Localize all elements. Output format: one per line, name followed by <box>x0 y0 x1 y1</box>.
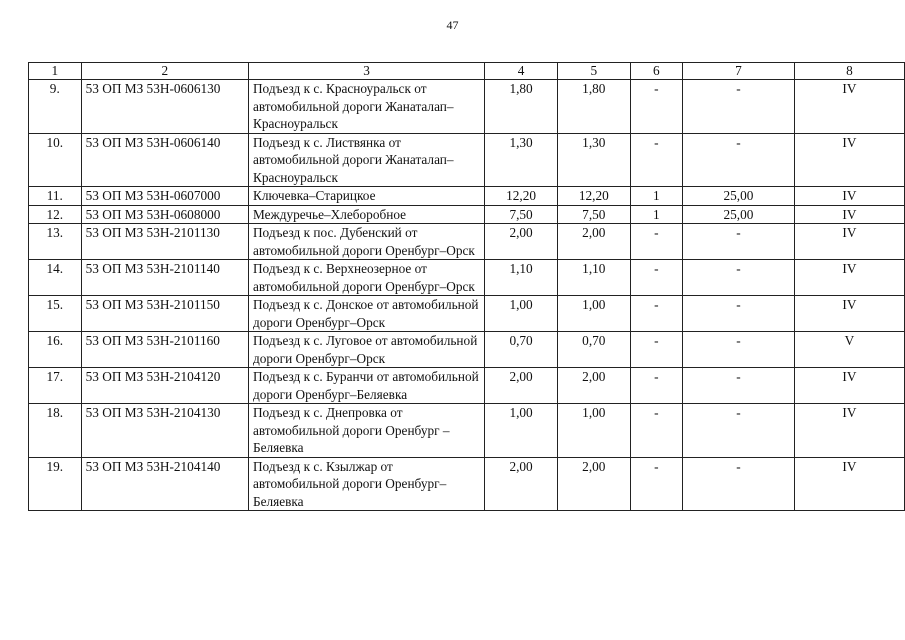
col6-cell: - <box>630 404 682 458</box>
row-number-cell: 12. <box>29 205 82 224</box>
col6-cell: - <box>630 133 682 187</box>
col4-cell: 2,00 <box>485 368 558 404</box>
row-number-cell: 17. <box>29 368 82 404</box>
table-row <box>29 260 905 296</box>
road-code-cell: 53 ОП МЗ 53Н-2104120 <box>81 368 248 404</box>
col5-cell: 1,10 <box>557 260 630 296</box>
road-name-cell: Подъезд к с. Кзылжар от автомобильной дороги Оренбург–Беляевка <box>248 457 484 511</box>
category-cell: V <box>794 332 904 368</box>
category-cell: IV <box>794 133 904 187</box>
col4-cell: 1,00 <box>485 404 558 458</box>
col4-cell: 2,00 <box>485 224 558 260</box>
column-header: 3 <box>248 63 484 80</box>
road-code-cell: 53 ОП МЗ 53Н-0608000 <box>81 205 248 224</box>
table-row <box>29 205 905 224</box>
row-number-cell: 19. <box>29 457 82 511</box>
table-row <box>29 224 905 260</box>
col5-cell: 1,30 <box>557 133 630 187</box>
column-header: 8 <box>794 63 904 80</box>
col7-cell: 25,00 <box>683 187 795 206</box>
roads-table <box>28 62 905 511</box>
road-name-cell: Подъезд к с. Листвянка от автомобильной дороги Жанаталап–Красноуральск <box>248 133 484 187</box>
row-number-cell: 9. <box>29 80 82 134</box>
column-header: 4 <box>485 63 558 80</box>
col5-cell: 2,00 <box>557 368 630 404</box>
col6-cell: - <box>630 296 682 332</box>
col4-cell: 1,30 <box>485 133 558 187</box>
row-number-cell: 15. <box>29 296 82 332</box>
row-number-cell: 10. <box>29 133 82 187</box>
col4-cell: 12,20 <box>485 187 558 206</box>
table-row <box>29 368 905 404</box>
col5-cell: 12,20 <box>557 187 630 206</box>
col7-cell: - <box>683 457 795 511</box>
col5-cell: 7,50 <box>557 205 630 224</box>
col7-cell: - <box>683 296 795 332</box>
road-code-cell: 53 ОП МЗ 53Н-0607000 <box>81 187 248 206</box>
table-body <box>29 80 905 511</box>
table-row <box>29 332 905 368</box>
col6-cell: - <box>630 224 682 260</box>
row-number-cell: 13. <box>29 224 82 260</box>
col5-cell: 1,00 <box>557 404 630 458</box>
col7-cell: 25,00 <box>683 205 795 224</box>
road-code-cell: 53 ОП МЗ 53Н-0606130 <box>81 80 248 134</box>
row-number-cell: 14. <box>29 260 82 296</box>
road-name-cell: Ключевка–Старицкое <box>248 187 484 206</box>
table-row <box>29 404 905 458</box>
category-cell: IV <box>794 260 904 296</box>
col5-cell: 1,80 <box>557 80 630 134</box>
road-name-cell: Подъезд к с. Красноуральск от автомобильной дороги Жанаталап–Красноуральск <box>248 80 484 134</box>
column-header: 6 <box>630 63 682 80</box>
road-name-cell: Подъезд к с. Верхнеозерное от автомобильной дороги Оренбург–Орск <box>248 260 484 296</box>
table-row <box>29 296 905 332</box>
page-number: 47 <box>446 18 459 32</box>
road-code-cell: 53 ОП МЗ 53Н-2104130 <box>81 404 248 458</box>
col4-cell: 1,00 <box>485 296 558 332</box>
road-code-cell: 53 ОП МЗ 53Н-2101150 <box>81 296 248 332</box>
road-name-cell: Подъезд к с. Луговое от автомобильной дороги Оренбург–Орск <box>248 332 484 368</box>
road-name-cell: Подъезд к с. Донское от автомобильной дороги Оренбург–Орск <box>248 296 484 332</box>
row-number-cell: 16. <box>29 332 82 368</box>
row-number-cell: 18. <box>29 404 82 458</box>
road-code-cell: 53 ОП МЗ 53Н-2104140 <box>81 457 248 511</box>
col4-cell: 1,10 <box>485 260 558 296</box>
road-name-cell: Подъезд к с. Буранчи от автомобильной дороги Оренбург–Беляевка <box>248 368 484 404</box>
col6-cell: 1 <box>630 205 682 224</box>
col7-cell: - <box>683 80 795 134</box>
col6-cell: - <box>630 332 682 368</box>
col6-cell: - <box>630 368 682 404</box>
col7-cell: - <box>683 332 795 368</box>
col6-cell: - <box>630 80 682 134</box>
col7-cell: - <box>683 260 795 296</box>
header-row <box>29 63 905 80</box>
column-header: 5 <box>557 63 630 80</box>
road-code-cell: 53 ОП МЗ 53Н-2101140 <box>81 260 248 296</box>
road-name-cell: Подъезд к пос. Дубенский от автомобильной дороги Оренбург–Орск <box>248 224 484 260</box>
col5-cell: 2,00 <box>557 457 630 511</box>
category-cell: IV <box>794 404 904 458</box>
col7-cell: - <box>683 368 795 404</box>
road-code-cell: 53 ОП МЗ 53Н-2101130 <box>81 224 248 260</box>
column-header: 1 <box>29 63 82 80</box>
col5-cell: 1,00 <box>557 296 630 332</box>
col6-cell: 1 <box>630 187 682 206</box>
road-name-cell: Междуречье–Хлеборобное <box>248 205 484 224</box>
road-name-cell: Подъезд к с. Днепровка от автомобильной дороги Оренбург – Беляевка <box>248 404 484 458</box>
column-header: 2 <box>81 63 248 80</box>
table-row <box>29 133 905 187</box>
category-cell: IV <box>794 296 904 332</box>
category-cell: IV <box>794 187 904 206</box>
col5-cell: 2,00 <box>557 224 630 260</box>
col6-cell: - <box>630 457 682 511</box>
category-cell: IV <box>794 224 904 260</box>
category-cell: IV <box>794 205 904 224</box>
road-code-cell: 53 ОП МЗ 53Н-0606140 <box>81 133 248 187</box>
column-header: 7 <box>683 63 795 80</box>
col4-cell: 2,00 <box>485 457 558 511</box>
category-cell: IV <box>794 368 904 404</box>
col7-cell: - <box>683 133 795 187</box>
col4-cell: 1,80 <box>485 80 558 134</box>
table-row <box>29 80 905 134</box>
col5-cell: 0,70 <box>557 332 630 368</box>
road-code-cell: 53 ОП МЗ 53Н-2101160 <box>81 332 248 368</box>
table-row <box>29 187 905 206</box>
col6-cell: - <box>630 260 682 296</box>
row-number-cell: 11. <box>29 187 82 206</box>
table-row <box>29 457 905 511</box>
category-cell: IV <box>794 80 904 134</box>
col7-cell: - <box>683 224 795 260</box>
col4-cell: 0,70 <box>485 332 558 368</box>
col4-cell: 7,50 <box>485 205 558 224</box>
col7-cell: - <box>683 404 795 458</box>
category-cell: IV <box>794 457 904 511</box>
